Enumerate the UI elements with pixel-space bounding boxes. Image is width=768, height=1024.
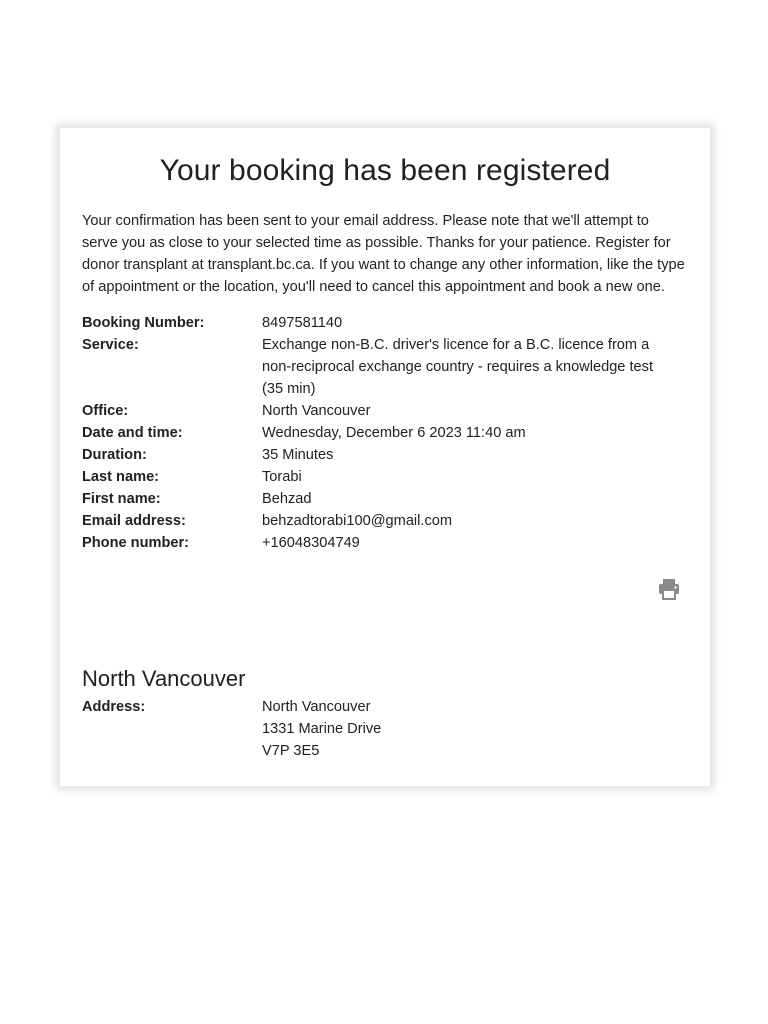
date-time-label: Date and time: xyxy=(82,425,183,441)
office-section-heading: North Vancouver xyxy=(82,666,246,691)
detail-row-office xyxy=(82,400,688,422)
first-name-label: First name: xyxy=(82,491,161,507)
page-title: Your booking has been registered xyxy=(159,154,611,187)
print-icon[interactable] xyxy=(657,578,681,600)
address-value xyxy=(262,696,688,762)
address-label: Address: xyxy=(82,699,146,715)
address-line: V7P 3E5 xyxy=(262,743,320,759)
detail-row-booking-number xyxy=(82,312,688,334)
service-line: Exchange non-B.C. driver's licence for a B.C. licence from a xyxy=(262,337,650,353)
detail-row-first-name xyxy=(82,488,688,510)
booking-number-label: Booking Number: xyxy=(82,315,205,331)
phone-value: +16048304749 xyxy=(262,535,360,551)
duration-label: Duration: xyxy=(82,447,147,463)
duration-value: 35 Minutes xyxy=(262,447,334,463)
booking-details xyxy=(82,312,688,554)
print-button[interactable] xyxy=(657,578,681,600)
address-line: North Vancouver xyxy=(262,699,371,715)
service-line: (35 min) xyxy=(262,381,316,397)
phone-label: Phone number: xyxy=(82,535,190,551)
service-line: non-reciprocal exchange country - requires a knowledge test xyxy=(262,359,654,375)
booking-confirmation-card xyxy=(60,128,710,786)
detail-row-date-time xyxy=(82,422,688,444)
office-value: North Vancouver xyxy=(262,403,371,419)
service-value xyxy=(262,334,688,400)
email-value: behzadtorabi100@gmail.com xyxy=(262,513,453,529)
detail-row-email xyxy=(82,510,688,532)
last-name-label: Last name: xyxy=(82,469,160,485)
detail-row-phone xyxy=(82,532,688,554)
address-line: 1331 Marine Drive xyxy=(262,721,382,737)
detail-row-last-name xyxy=(82,466,688,488)
booking-number-value: 8497581140 xyxy=(262,315,343,331)
office-label: Office: xyxy=(82,403,129,419)
detail-row-duration xyxy=(82,444,688,466)
first-name-value: Behzad xyxy=(262,491,312,507)
detail-row-service xyxy=(82,334,688,400)
last-name-value: Torabi xyxy=(262,469,302,485)
office-address xyxy=(82,696,688,762)
detail-row-address xyxy=(82,696,688,762)
date-time-value: Wednesday, December 6 2023 11:40 am xyxy=(262,425,526,441)
email-label: Email address: xyxy=(82,513,186,529)
confirmation-message: Your confirmation has been sent to your email address. Please note that we'll attempt to serve you as close to your selected time as possible. Thanks for your patience. Register for donor transplant at transplant.bc.ca. If you want to change any other information, like the type of appointment or the location, you'll need to cancel this appointment and book a new one. xyxy=(82,213,685,295)
service-label: Service: xyxy=(82,337,139,353)
